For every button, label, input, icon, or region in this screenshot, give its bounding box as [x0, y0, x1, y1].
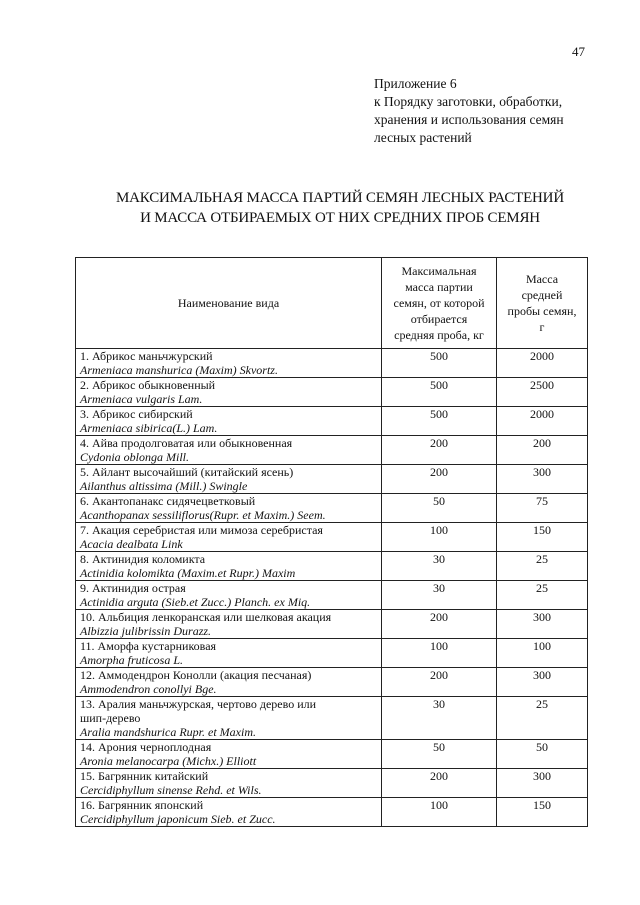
max-batch-mass-cell: 30: [382, 697, 497, 740]
max-batch-mass-cell: 30: [382, 552, 497, 581]
sample-mass-cell: 300: [497, 769, 588, 798]
page-number: 47: [572, 44, 585, 59]
species-latin-name: Actinidia kolomikta (Maxim.et Rupr.) Maxim: [80, 566, 296, 580]
table-header-row: [76, 258, 588, 349]
species-common-name: 13. Аралия маньчжурская, чертово дерево или: [80, 697, 317, 711]
header-line: Максимальная: [401, 264, 477, 278]
species-common-name: 15. Багрянник китайский: [80, 769, 209, 783]
species-common-name: 9. Актинидия острая: [80, 581, 186, 595]
species-latin-name: Actinidia arguta (Sieb.et Zucc.) Planch. ex Miq.: [80, 595, 311, 609]
header-line: г: [539, 320, 545, 334]
species-name-cell: [76, 465, 382, 494]
table-row: [76, 668, 588, 697]
sample-mass-cell: 300: [497, 668, 588, 697]
sample-mass-cell: 150: [497, 523, 588, 552]
species-common-name: 3. Абрикос сибирский: [80, 407, 193, 421]
sample-mass-cell: 2500: [497, 378, 588, 407]
max-batch-mass-cell: 500: [382, 378, 497, 407]
table-row: [76, 697, 588, 740]
species-name-cell: [76, 436, 382, 465]
species-latin-name: Ailanthus altissima (Mill.) Swingle: [80, 479, 248, 493]
table-row: [76, 639, 588, 668]
species-latin-name: Acacia dealbata Link: [80, 537, 183, 551]
header-line: средней: [521, 288, 563, 302]
max-batch-mass-cell: 200: [382, 436, 497, 465]
species-name-cell: [76, 769, 382, 798]
species-name-cell: [76, 494, 382, 523]
species-latin-name: Armeniaca vulgaris Lam.: [80, 392, 203, 406]
sample-mass-cell: 200: [497, 436, 588, 465]
max-batch-mass-cell: 50: [382, 494, 497, 523]
table-row: [76, 465, 588, 494]
species-name-cell: [76, 668, 382, 697]
species-latin-name: Cercidiphyllum japonicum Sieb. et Zucc.: [80, 812, 276, 826]
table-row: [76, 552, 588, 581]
species-name-cell: [76, 639, 382, 668]
species-latin-name: Aronia melanocarpa (Michx.) Elliott: [80, 754, 257, 768]
species-latin-name: Armeniaca sibirica(L.) Lam.: [80, 421, 218, 435]
table-row: [76, 523, 588, 552]
species-latin-name: Armeniaca manshurica (Maxim) Skvortz.: [80, 363, 278, 377]
table-row: [76, 436, 588, 465]
header-line: отбирается: [410, 312, 468, 326]
header-line: семян, от которой: [393, 296, 485, 310]
table-row: [76, 798, 588, 827]
sample-mass-cell: 2000: [497, 349, 588, 378]
table-row: [76, 581, 588, 610]
species-latin-name: Cercidiphyllum sinense Rehd. et Wils.: [80, 783, 262, 797]
table-body: [76, 349, 588, 827]
species-name-cell: [76, 610, 382, 639]
appendix-line: лесных растений: [374, 130, 472, 145]
species-name-cell: [76, 407, 382, 436]
species-common-name: 10. Альбиция ленкоранская или шелковая акация: [80, 610, 332, 624]
sample-mass-cell: 300: [497, 465, 588, 494]
sample-mass-cell: 25: [497, 552, 588, 581]
species-latin-name: Albizzia julibrissin Durazz.: [80, 624, 212, 638]
sample-mass-cell: 75: [497, 494, 588, 523]
sample-mass-cell: 300: [497, 610, 588, 639]
species-common-name: 8. Актинидия коломикта: [80, 552, 206, 566]
title-line: И МАССА ОТБИРАЕМЫХ ОТ НИХ СРЕДНИХ ПРОБ СЕМЯН: [140, 210, 540, 226]
sample-mass-cell: 25: [497, 581, 588, 610]
appendix-note: [374, 75, 564, 147]
table-row: [76, 349, 588, 378]
max-batch-mass-cell: 500: [382, 407, 497, 436]
header-line: пробы семян,: [507, 304, 577, 318]
species-name-cell: [76, 697, 382, 740]
species-common-name: 6. Акантопанакс сидячецветковый: [80, 494, 256, 508]
sample-mass-cell: 25: [497, 697, 588, 740]
max-batch-mass-cell: 200: [382, 610, 497, 639]
sample-mass-cell: 50: [497, 740, 588, 769]
species-common-name: 5. Айлант высочайший (китайский ясень): [80, 465, 294, 479]
appendix-line: Приложение 6: [374, 76, 457, 91]
sample-mass-cell: 2000: [497, 407, 588, 436]
species-latin-name: Acanthopanax sessiliflorus(Rupr. et Maxim.) Seem.: [80, 508, 326, 522]
species-name-cell: [76, 523, 382, 552]
header-max-mass: [382, 258, 497, 349]
max-batch-mass-cell: 200: [382, 668, 497, 697]
max-batch-mass-cell: 200: [382, 465, 497, 494]
seed-mass-table: [75, 257, 588, 827]
species-latin-name: Aralia mandshurica Rupr. et Maxim.: [80, 725, 256, 739]
species-name-cell: [76, 552, 382, 581]
max-batch-mass-cell: 50: [382, 740, 497, 769]
title-line: МАКСИМАЛЬНАЯ МАССА ПАРТИЙ СЕМЯН ЛЕСНЫХ РАСТЕНИЙ: [116, 190, 564, 206]
header-sample-mass: [497, 258, 588, 349]
table-row: [76, 610, 588, 639]
sample-mass-cell: 100: [497, 639, 588, 668]
header-line: средняя проба, кг: [394, 328, 484, 342]
species-common-name: 11. Аморфа кустарниковая: [80, 639, 217, 653]
species-common-name: 4. Айва продолговатая или обыкновенная: [80, 436, 293, 450]
species-name-cell: [76, 349, 382, 378]
species-common-name: 1. Абрикос маньчжурский: [80, 349, 213, 363]
table-row: [76, 769, 588, 798]
appendix-line: хранения и использования семян: [374, 112, 564, 127]
species-name-cell: [76, 378, 382, 407]
species-latin-name: Amorpha fruticosa L.: [80, 653, 184, 667]
appendix-line: к Порядку заготовки, обработки,: [374, 94, 563, 109]
header-line: масса партии: [405, 280, 473, 294]
header-line: Масса: [525, 272, 559, 286]
table-row: [76, 407, 588, 436]
species-name-cell: [76, 798, 382, 827]
document-title: [60, 188, 620, 228]
max-batch-mass-cell: 100: [382, 798, 497, 827]
species-latin-name: Cydonia oblonga Mill.: [80, 450, 189, 464]
table-row: [76, 378, 588, 407]
species-name-cell: [76, 581, 382, 610]
species-common-name: 7. Акация серебристая или мимоза серебристая: [80, 523, 323, 537]
species-common-name: 16. Багрянник японский: [80, 798, 204, 812]
sample-mass-cell: 150: [497, 798, 588, 827]
species-common-name: шип-дерево: [80, 711, 141, 725]
max-batch-mass-cell: 100: [382, 523, 497, 552]
table-row: [76, 494, 588, 523]
max-batch-mass-cell: 30: [382, 581, 497, 610]
max-batch-mass-cell: 200: [382, 769, 497, 798]
table-row: [76, 740, 588, 769]
species-common-name: 2. Абрикос обыкновенный: [80, 378, 216, 392]
species-name-cell: [76, 740, 382, 769]
max-batch-mass-cell: 100: [382, 639, 497, 668]
header-species-name: Наименование вида: [76, 258, 382, 349]
species-latin-name: Ammodendron conollyi Bge.: [80, 682, 217, 696]
species-common-name: 14. Арония черноплодная: [80, 740, 212, 754]
species-common-name: 12. Аммодендрон Конолли (акация песчаная): [80, 668, 312, 682]
max-batch-mass-cell: 500: [382, 349, 497, 378]
